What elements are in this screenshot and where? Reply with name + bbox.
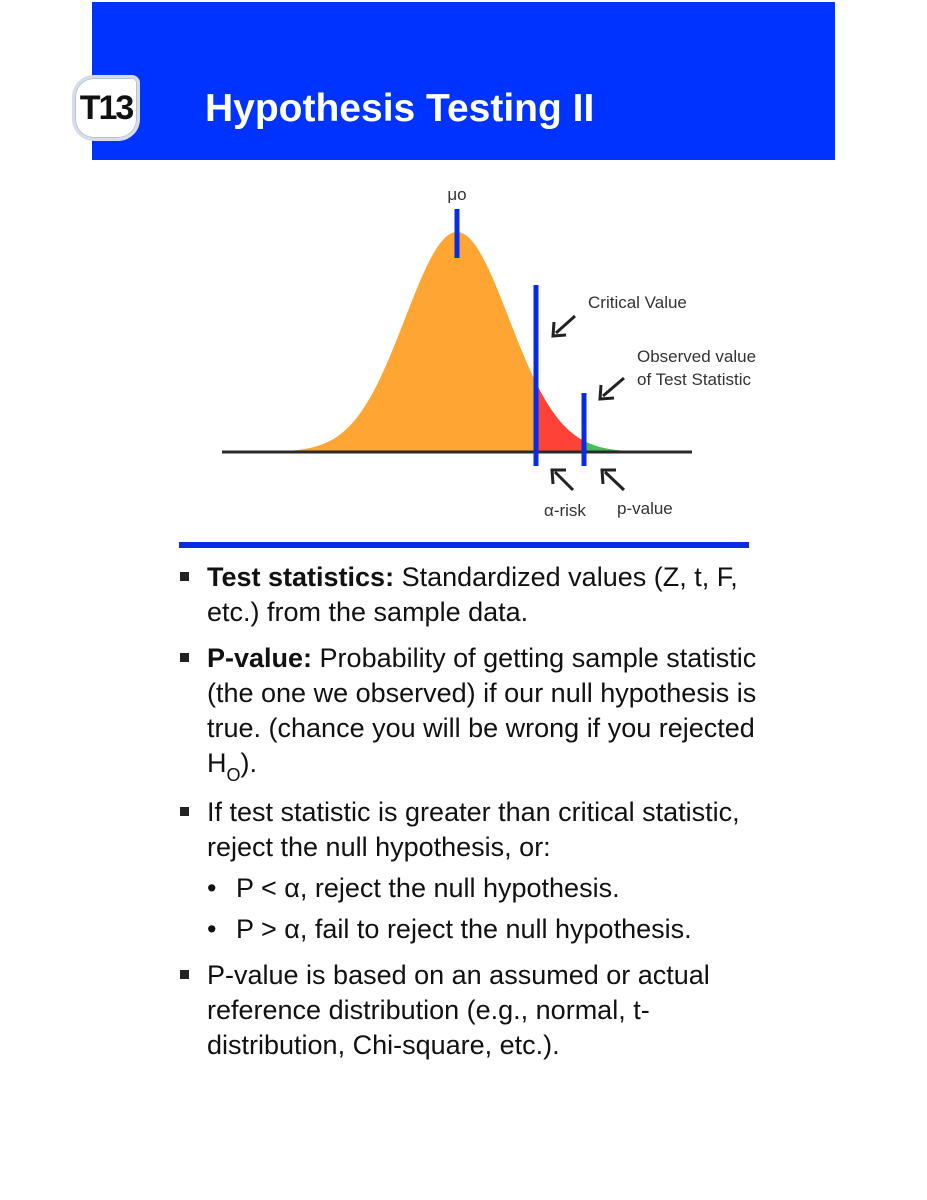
observed-value-label-line2: of Test Statistic xyxy=(637,370,752,389)
term-test-statistics: Test statistics: xyxy=(207,562,395,592)
page-title: Hypothesis Testing II xyxy=(205,87,595,130)
p-value-label: p-value xyxy=(617,499,673,518)
section-divider xyxy=(179,542,749,548)
list-item-p-value xyxy=(178,641,778,784)
sub-item-fail-to-reject xyxy=(207,912,778,947)
definition-p-value: Probability of getting sample statistic (the one we observed) if our null hypothesis is true. (chance you will be wrong if you rejected H xyxy=(207,643,757,778)
alpha-risk-arrow-icon xyxy=(552,470,573,490)
critical-value-label: Critical Value xyxy=(588,293,687,312)
observed-value-arrow-icon xyxy=(600,378,624,399)
sub-item-reject-text: P < α, reject the null hypothesis. xyxy=(236,873,620,903)
sub-item-reject xyxy=(207,871,778,906)
bullet-list xyxy=(178,560,778,1074)
p-value-region xyxy=(584,441,692,452)
reference-distribution-text: P-value is based on an assumed or actual reference distribution (e.g., normal, t-distribution, Chi-square, etc.). xyxy=(207,960,710,1060)
critical-value-arrow-icon xyxy=(553,316,575,336)
mu-label: μo xyxy=(447,185,467,204)
definition-p-value-end: ). xyxy=(240,748,258,778)
list-item-reference-distribution xyxy=(178,958,778,1063)
list-item-test-statistics xyxy=(178,560,778,630)
distribution-body xyxy=(222,232,536,452)
definition-test-statistics: Standardized values (Z, t, F, etc.) from the sample data. xyxy=(207,562,738,627)
term-p-value: P-value: xyxy=(207,643,313,673)
alpha-risk-label: α-risk xyxy=(544,501,586,520)
null-hypothesis-subscript: O xyxy=(226,765,241,785)
decision-rule-text: If test statistic is greater than critical statistic, reject the null hypothesis, or: xyxy=(207,797,740,862)
sub-item-fail-to-reject-text: P > α, fail to reject the null hypothesis. xyxy=(236,914,692,944)
topic-badge-label: T13 xyxy=(79,89,133,127)
p-value-arrow-icon xyxy=(602,470,624,490)
observed-value-label-line1: Observed value xyxy=(637,347,757,366)
distribution-figure xyxy=(0,0,927,540)
alpha-risk-region xyxy=(536,383,584,452)
list-item-decision-rule xyxy=(178,795,778,947)
